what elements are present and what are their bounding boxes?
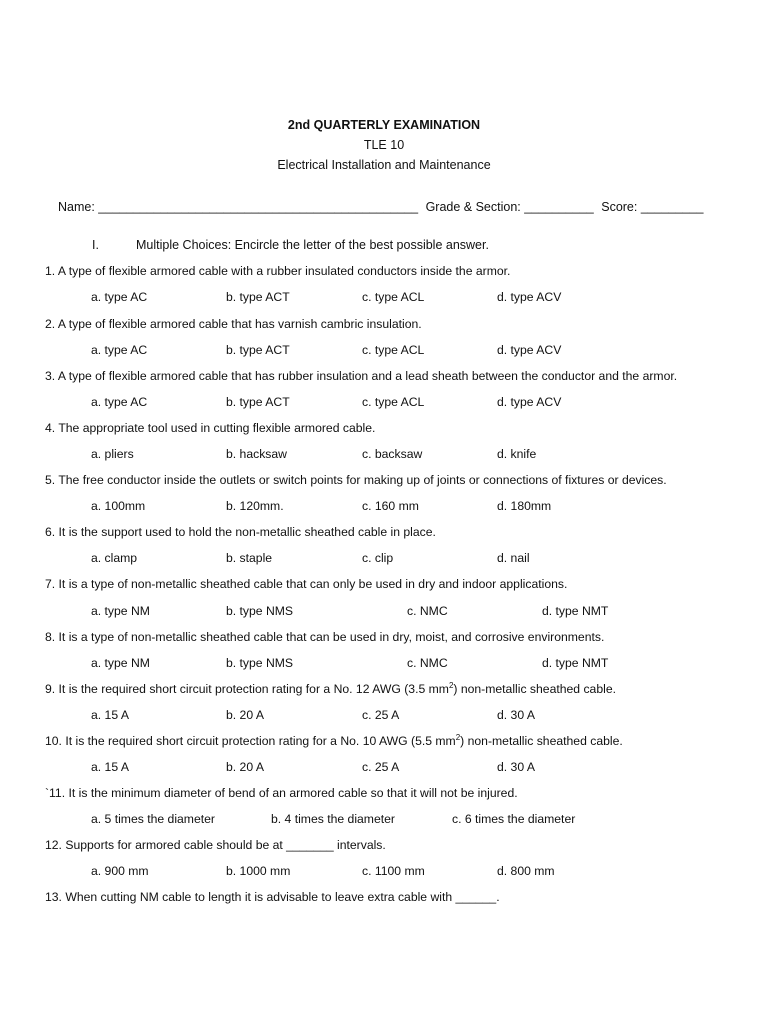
- question-10-text-start: 10. It is the required short circuit protection rating for a No. 10 AWG (5.5 mm: [45, 734, 456, 748]
- section-instruction: Multiple Choices: Encircle the letter of the best possible answer.: [136, 238, 489, 252]
- question-9-superscript: 2: [448, 680, 454, 690]
- choice-2b[interactable]: b. type ACT: [226, 343, 290, 357]
- choice-3c[interactable]: c. type ACL: [362, 395, 425, 409]
- choice-6b[interactable]: b. staple: [226, 551, 273, 565]
- choice-12c[interactable]: c. 1100 mm: [362, 864, 425, 878]
- choice-5b[interactable]: b. 120mm.: [226, 499, 284, 513]
- choice-12d[interactable]: d. 800 mm: [497, 864, 555, 878]
- question-5: 5. The free conductor inside the outlets or switch points for making up of joints or connections of fixtures or devices.: [45, 473, 667, 487]
- question-8: 8. It is a type of non-metallic sheathed cable that can be used in dry, moist, and corrosive environments.: [45, 630, 605, 644]
- choice-2a[interactable]: a. type AC: [91, 343, 148, 357]
- choice-3d[interactable]: d. type ACV: [497, 395, 562, 409]
- exam-subject: TLE 10: [363, 138, 405, 152]
- choice-7a[interactable]: a. type NM: [91, 604, 150, 618]
- student-info-line: [58, 200, 707, 214]
- question-1: 1. A type of flexible armored cable with a rubber insulated conductors inside the armor.: [45, 264, 511, 278]
- choice-12b[interactable]: b. 1000 mm: [226, 864, 291, 878]
- choice-8a[interactable]: a. type NM: [91, 656, 150, 670]
- choice-6c[interactable]: c. clip: [362, 551, 394, 565]
- choice-5a[interactable]: a. 100mm: [91, 499, 146, 513]
- choice-5d[interactable]: d. 180mm: [497, 499, 552, 513]
- choice-4a[interactable]: a. pliers: [91, 447, 134, 461]
- question-13: 13. When cutting NM cable to length it is advisable to leave extra cable with ______.: [45, 890, 500, 904]
- choice-9c[interactable]: c. 25 A: [362, 708, 400, 722]
- choice-2c[interactable]: c. type ACL: [362, 343, 425, 357]
- question-6: 6. It is the support used to hold the non-metallic sheathed cable in place.: [45, 525, 436, 539]
- question-7: 7. It is a type of non-metallic sheathed cable that can only be used in dry and indoor applications.: [45, 577, 568, 591]
- choice-6a[interactable]: a. clamp: [91, 551, 138, 565]
- question-12: 12. Supports for armored cable should be at _______ intervals.: [45, 838, 386, 852]
- choice-7c[interactable]: c. NMC: [407, 604, 448, 618]
- choice-12a[interactable]: a. 900 mm: [91, 864, 149, 878]
- question-2: 2. A type of flexible armored cable that has varnish cambric insulation.: [45, 317, 422, 331]
- question-10-text-end: ) non-metallic sheathed cable.: [460, 734, 623, 748]
- choice-8b[interactable]: b. type NMS: [226, 656, 294, 670]
- choice-11c[interactable]: c. 6 times the diameter: [452, 812, 576, 826]
- choice-5c[interactable]: c. 160 mm: [362, 499, 419, 513]
- choice-10c[interactable]: c. 25 A: [362, 760, 400, 774]
- choice-7b[interactable]: b. type NMS: [226, 604, 294, 618]
- question-10: [45, 734, 623, 748]
- score-field[interactable]: Score: _________: [601, 200, 704, 214]
- choice-11b[interactable]: b. 4 times the diameter: [271, 812, 395, 826]
- choice-7d[interactable]: d. type NMT: [542, 604, 609, 618]
- choice-9b[interactable]: b. 20 A: [226, 708, 264, 722]
- name-field[interactable]: Name: ______________________________________________: [58, 200, 419, 214]
- choice-2d[interactable]: d. type ACV: [497, 343, 562, 357]
- choice-10d[interactable]: d. 30 A: [497, 760, 535, 774]
- choice-10b[interactable]: b. 20 A: [226, 760, 264, 774]
- choice-1a[interactable]: a. type AC: [91, 290, 148, 304]
- choice-8d[interactable]: d. type NMT: [542, 656, 609, 670]
- choice-6d[interactable]: d. nail: [497, 551, 530, 565]
- question-10-superscript: 2: [455, 732, 461, 742]
- question-9-text-start: 9. It is the required short circuit protection rating for a No. 12 AWG (3.5 mm: [45, 682, 449, 696]
- choice-4c[interactable]: c. backsaw: [362, 447, 423, 461]
- choice-3b[interactable]: b. type ACT: [226, 395, 290, 409]
- exam-course: Electrical Installation and Maintenance: [277, 158, 491, 172]
- exam-title: 2nd QUARTERLY EXAMINATION: [287, 118, 481, 132]
- choice-1b[interactable]: b. type ACT: [226, 290, 290, 304]
- choice-3a[interactable]: a. type AC: [91, 395, 148, 409]
- question-11: `11. It is the minimum diameter of bend of an armored cable so that it will not be injured.: [45, 786, 518, 800]
- choice-9a[interactable]: a. 15 A: [91, 708, 129, 722]
- question-4: 4. The appropriate tool used in cutting flexible armored cable.: [45, 421, 376, 435]
- question-3: 3. A type of flexible armored cable that has rubber insulation and a lead sheath between the conductor and the armor.: [45, 369, 678, 383]
- grade-section-field[interactable]: Grade & Section: __________: [425, 200, 594, 214]
- section-heading: [92, 238, 489, 252]
- choice-10a[interactable]: a. 15 A: [91, 760, 129, 774]
- choice-4b[interactable]: b. hacksaw: [226, 447, 287, 461]
- choice-4d[interactable]: d. knife: [497, 447, 537, 461]
- section-number: I.: [92, 238, 99, 252]
- question-9: [45, 682, 616, 696]
- choice-8c[interactable]: c. NMC: [407, 656, 448, 670]
- choice-1c[interactable]: c. type ACL: [362, 290, 425, 304]
- question-9-text-end: ) non-metallic sheathed cable.: [453, 682, 616, 696]
- choice-1d[interactable]: d. type ACV: [497, 290, 562, 304]
- choice-9d[interactable]: d. 30 A: [497, 708, 535, 722]
- choice-11a[interactable]: a. 5 times the diameter: [91, 812, 215, 826]
